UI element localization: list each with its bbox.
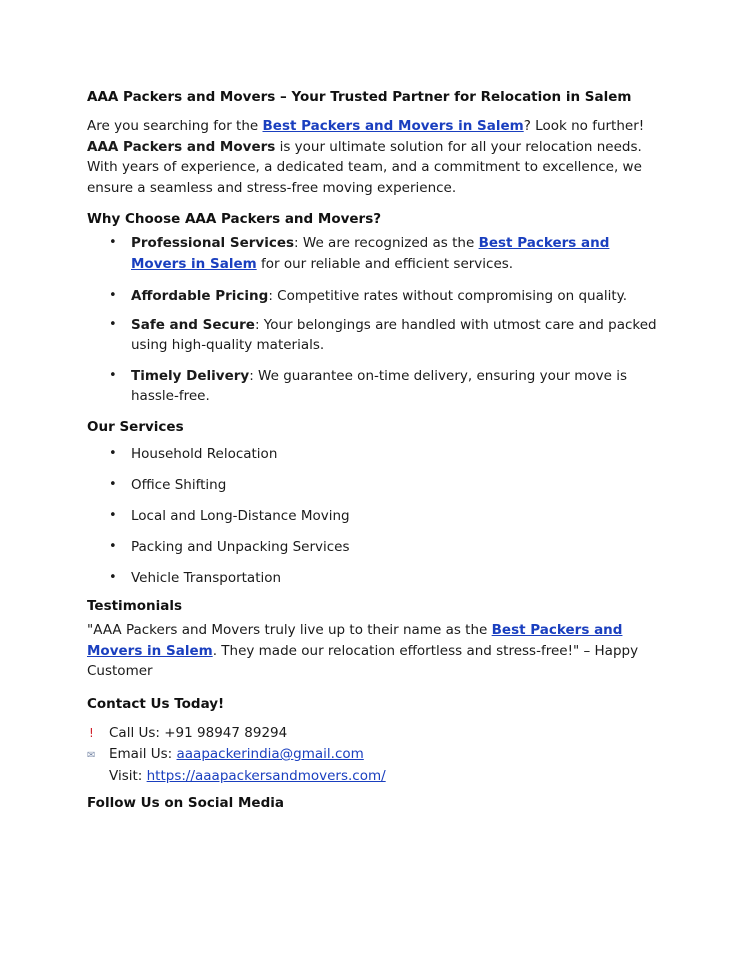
- why-link[interactable]: Best Packers and Movers in Salem: [131, 235, 610, 272]
- item-text: : We guarantee on-time delivery, ensuring your move is hassle-free.: [131, 367, 628, 404]
- item-bold: Affordable Pricing: [131, 288, 269, 304]
- item-bold: Timely Delivery: [131, 367, 250, 384]
- contact-block: [87, 723, 662, 787]
- document-page: [87, 86, 662, 811]
- list-item: [87, 233, 662, 274]
- bullet-icon: •: [109, 476, 117, 492]
- service-label: Packing and Unpacking Services: [131, 538, 350, 555]
- email-link[interactable]: aaapackerindia@gmail.com: [176, 746, 364, 762]
- testimonial-text-2: . They made our relocation effortless and stress-free!" – Happy Customer: [87, 642, 639, 679]
- phone-number: +91 98947 89294: [164, 724, 288, 741]
- item-text: : Your belongings are handled with utmost care and packed using high-quality materials.: [131, 316, 657, 353]
- list-item: [87, 568, 662, 589]
- item-text: : Competitive rates without compromising on quality.: [268, 288, 628, 304]
- why-list: [87, 233, 662, 407]
- list-item: [87, 506, 662, 527]
- item-text: : We are recognized as the: [294, 235, 479, 251]
- intro-link[interactable]: Best Packers and Movers in Salem: [262, 118, 524, 134]
- testimonial-paragraph: [87, 620, 662, 682]
- email-label: Email Us:: [109, 746, 177, 762]
- services-heading: Our Services: [87, 418, 184, 435]
- why-heading: Why Choose AAA Packers and Movers?: [87, 211, 382, 227]
- social-heading: Follow Us on Social Media: [87, 795, 284, 811]
- email-icon: ✉: [87, 750, 96, 761]
- website-link[interactable]: https://aaapackersandmovers.com/: [146, 767, 386, 784]
- service-label: Vehicle Transportation: [131, 569, 282, 586]
- page-title: AAA Packers and Movers – Your Trusted Partner for Relocation in Salem: [87, 89, 632, 105]
- list-item: [87, 366, 662, 407]
- bullet-icon: •: [109, 507, 117, 523]
- bullet-icon: •: [109, 235, 117, 250]
- intro-text-2: ? Look no further!: [523, 118, 645, 134]
- service-label: Household Relocation: [131, 445, 278, 462]
- visit-label: Visit:: [109, 767, 147, 784]
- list-item: [87, 315, 662, 356]
- service-label: Office Shifting: [131, 476, 227, 493]
- item-bold: Professional Services: [131, 235, 295, 251]
- testimonial-link[interactable]: Best Packers and Movers in Salem: [87, 622, 623, 659]
- bullet-icon: •: [109, 288, 117, 303]
- item-text-2: for our reliable and efficient services.: [256, 255, 514, 272]
- testimonials-heading: Testimonials: [87, 598, 183, 614]
- item-bold: Safe and Secure: [131, 316, 255, 333]
- intro-text-3: is your ultimate solution for all your relocation needs. With years of experience, a dedicated team, and a commitment to excellence, we ensure a seamless and stress-free moving experience.: [87, 138, 642, 196]
- services-list: [87, 444, 662, 589]
- phone-label: Call Us:: [109, 724, 165, 741]
- list-item: [87, 537, 662, 558]
- service-label: Local and Long-Distance Moving: [131, 507, 350, 524]
- intro-paragraph: [87, 116, 662, 198]
- bullet-icon: •: [109, 538, 117, 554]
- bullet-icon: •: [109, 569, 117, 585]
- contact-visit: [87, 766, 662, 787]
- contact-phone: [87, 723, 662, 744]
- intro-text-1: Are you searching for the: [87, 118, 263, 134]
- bullet-icon: •: [109, 367, 117, 383]
- list-item: [87, 286, 662, 307]
- bullet-icon: •: [109, 445, 117, 461]
- intro-brand: AAA Packers and Movers: [87, 138, 276, 155]
- phone-icon: !: [89, 725, 94, 740]
- list-item: [87, 475, 662, 496]
- contact-heading: Contact Us Today!: [87, 695, 225, 712]
- contact-email: [87, 744, 662, 765]
- bullet-icon: •: [109, 316, 117, 332]
- list-item: [87, 444, 662, 465]
- testimonial-text-1: "AAA Packers and Movers truly live up to their name as the: [87, 622, 492, 638]
